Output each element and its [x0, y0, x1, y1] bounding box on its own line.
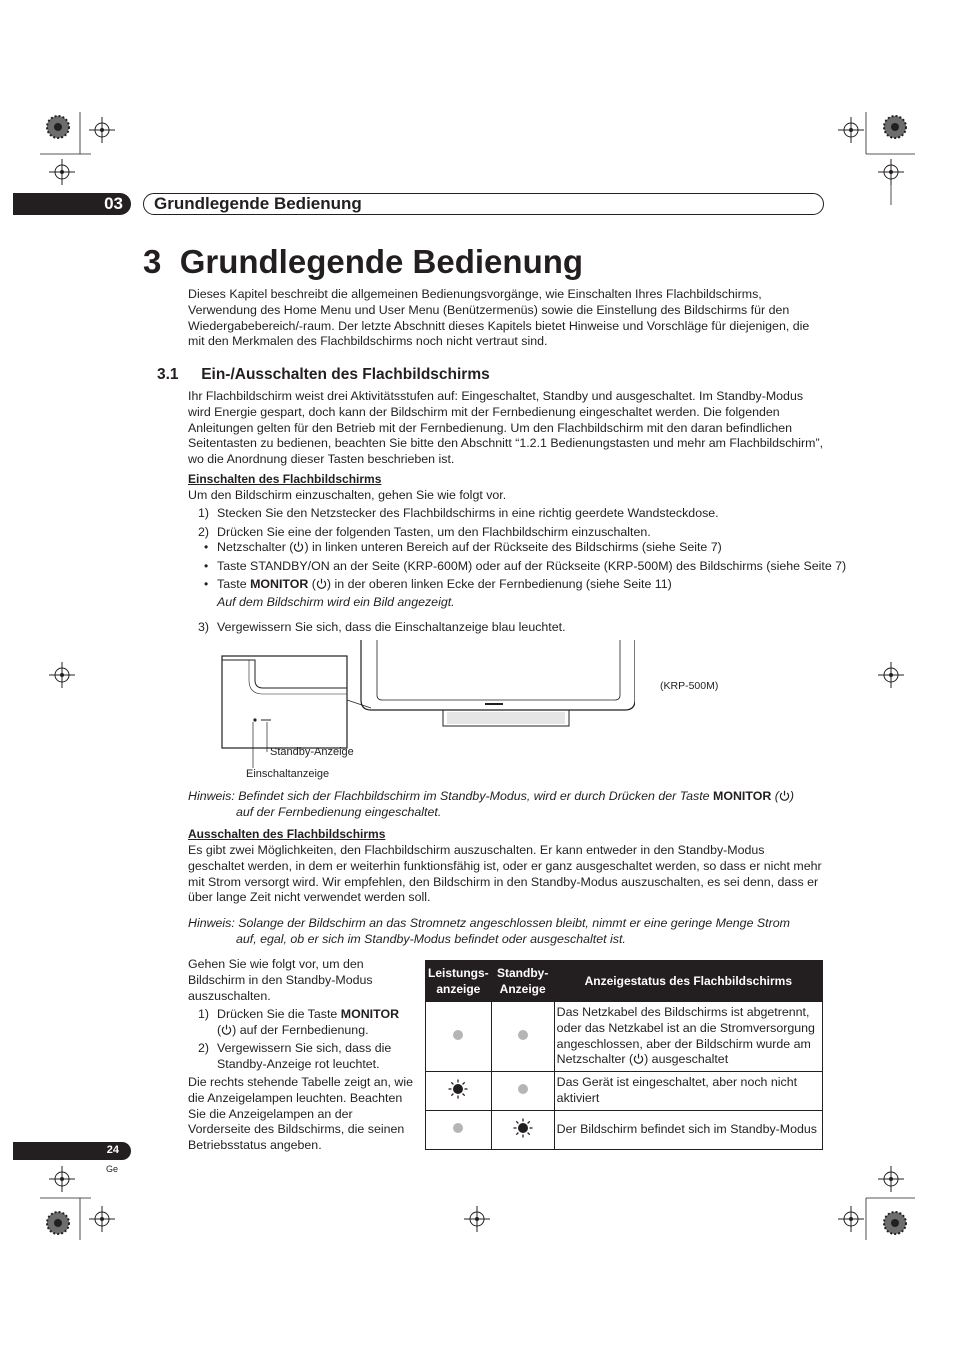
power-icon [293, 541, 304, 552]
step-number: 1) [198, 506, 210, 520]
step-number: 2) [198, 1041, 210, 1055]
monitor-illustration [215, 640, 635, 780]
power-indicator-cell [426, 1072, 492, 1111]
standby-lead: Gehen Sie wie folgt vor, um den Bildschirm in den Standby-Modus auszuschalten. [188, 957, 373, 1003]
hint-label: Hinweis: [188, 789, 235, 803]
hint-note: Hinweis: Befindet sich der Flachbildschirm im Standby-Modus, wird er durch Drücken der Taste MONITOR ( ) [188, 789, 794, 803]
monitor-key: MONITOR [250, 577, 309, 591]
power-icon [779, 790, 790, 801]
page-number-badge [13, 1142, 131, 1160]
power-icon [316, 578, 327, 589]
standby-indicator-cell [491, 1072, 554, 1111]
chapter-number: 03 [104, 194, 123, 213]
table-row [426, 1002, 823, 1072]
hint-label: Hinweis: [188, 916, 235, 930]
step-text: Vergewissern Sie sich, dass die Standby-Anzeige rot leuchtet. [217, 1041, 392, 1071]
step-number: 3) [198, 620, 210, 634]
bullet-item: Netzschalter ( ) in linken unteren Bereich auf der Rückseite des Bildschirms (siehe Seite 7) [217, 540, 722, 554]
hint-note: Hinweis: Solange der Bildschirm an das Stromnetz angeschlossen bleibt, nimmt er eine geringe Menge Strom [188, 916, 790, 930]
status-cell: Der Bildschirm befindet sich im Standby-Modus [554, 1111, 822, 1150]
einschalten-heading: Einschalten des Flachbildschirms [188, 472, 382, 486]
indicator-off-icon [453, 1123, 463, 1133]
power-indicator-cell [426, 1002, 492, 1072]
page-number: 24 [106, 1144, 119, 1156]
model-label: (KRP-500M) [660, 680, 719, 692]
power-icon [221, 1024, 232, 1035]
column-header: Anzeigestatus des Flachbildschirms [554, 961, 822, 1002]
status-cell: Das Gerät ist eingeschaltet, aber noch nicht aktiviert [554, 1072, 822, 1111]
bullet-icon: • [204, 540, 209, 554]
language-code: Ge [106, 1164, 119, 1174]
table-header-row [426, 961, 823, 1002]
page-title: 3 Grundlegende Bedienung [143, 243, 584, 280]
status-cell: Das Netzkabel des Bildschirms ist abgetrennt, oder das Netzkabel ist an die Stromversorgung angeschlossen, aber der Bildschirm wurde am Netzschalter ( ) ausgeschaltet [554, 1002, 822, 1072]
hint-note-line2: auf der Fernbedienung eingeschaltet. [236, 805, 442, 819]
indicator-off-icon [518, 1084, 528, 1094]
einschalten-lead: Um den Bildschirm einzuschalten, gehen Sie wie folgt vor. [188, 488, 507, 502]
step-text: Vergewissern Sie sich, dass die Einschaltanzeige blau leuchtet. [217, 620, 566, 634]
bullet-item: Taste MONITOR ( ) in der oberen linken Ecke der Fernbedienung (siehe Seite 11) [217, 577, 672, 591]
bullet-icon: • [204, 577, 209, 591]
registration-cross-icon [89, 117, 115, 143]
step-text: Drücken Sie eine der folgenden Tasten, um den Flachbildschirm einzuschalten. [217, 525, 651, 539]
table-row [426, 1111, 823, 1150]
section-number: 3.1 [157, 366, 179, 383]
registration-cross-icon [49, 159, 75, 185]
indicator-status-table [425, 960, 823, 1150]
section-heading [157, 365, 490, 385]
step-number: 2) [198, 525, 210, 539]
bullet-item: Taste STANDBY/ON an der Seite (KRP-600M) oder auf der Rückseite (KRP-500M) des Bildschirms (siehe Seite 7) [217, 559, 847, 573]
table-explanation: Die rechts stehende Tabelle zeigt an, wie die Anzeigelampen leuchten. Beachten Sie die Anzeigelampen an der Vorderseite des Bildschirms, die seinen Betriebsstatus angeben. [188, 1075, 414, 1153]
chapter-header [143, 193, 824, 215]
table-row [426, 1072, 823, 1111]
column-header: Leistungs- anzeige [426, 961, 492, 1002]
indicator-off-icon [453, 1030, 463, 1040]
section-title: Ein-/Ausschalten des Flachbildschirms [201, 366, 490, 383]
indicator-lit-icon [448, 1079, 468, 1099]
column-header: Standby- Anzeige [491, 961, 554, 1002]
indicator-off-icon [518, 1030, 528, 1040]
bullet-icon: • [204, 559, 209, 573]
section-paragraph: Ihr Flachbildschirm weist drei Aktivitätsstufen auf: Eingeschaltet, Standby und ausgeschaltet. Im Standby-Modus wird Energie gespart, doch kann der Bildschirm mit der Fernbedienung eingeschaltet werden. Die folgenden Anleitungen gelten für den Betrieb mit der Fernbedienung. Um den Flachbildschirm mit den daran befindlichen Seitentasten zu bedienen, beachten Sie bitte den Abschnitt “1.2.1 Bedienungstasten und mehr am Flachbildschirm”, wo die Anordnung dieser Tasten beschrieben ist. [188, 389, 824, 467]
result-text: Auf dem Bildschirm wird ein Bild angezeigt. [217, 595, 455, 609]
standby-indicator-cell [491, 1002, 554, 1072]
registration-burst-icon [47, 116, 69, 138]
chapter-number-badge [13, 193, 131, 215]
power-indicator-label: Einschaltanzeige [246, 768, 330, 780]
hint-note-line2: auf, egal, ob er sich im Standby-Modus befindet oder ausgeschaltet ist. [236, 932, 626, 946]
standby-indicator-label: Standby-Anzeige [270, 746, 354, 758]
ausschalten-paragraph: Es gibt zwei Möglichkeiten, den Flachbildschirm auszuschalten. Er kann entweder in den Standby-Modus geschaltet werden, in dem er weiterhin funktionsfähig ist, oder er ganz ausgeschaltet werden, so dass er nicht mehr mit Strom versorgt wird. Wir empfehlen, den Bildschirm in den Standby-Modus auszuschalten, es sei denn, dass er über lange Zeit nicht verwendet werden soll. [188, 843, 822, 905]
indicator-lit-icon [513, 1118, 533, 1138]
monitor-key: MONITOR [713, 789, 772, 803]
power-icon [633, 1053, 644, 1064]
step-text: Stecken Sie den Netzstecker des Flachbildschirms in eine richtig geerdete Wandsteckdose. [217, 506, 719, 520]
step-number: 1) [198, 1007, 210, 1021]
step-text: Drücken Sie die Taste MONITOR ( ) auf der Fernbedienung. [217, 1007, 400, 1037]
chapter-header-title: Grundlegende Bedienung [154, 194, 362, 213]
monitor-key: MONITOR [340, 1007, 400, 1021]
standby-indicator-cell [491, 1111, 554, 1150]
ausschalten-heading: Ausschalten des Flachbildschirms [188, 827, 386, 841]
intro-paragraph: Dieses Kapitel beschreibt die allgemeinen Bedienungsvorgänge, wie Einschalten Ihres Flachbildschirms, Verwendung des Home Menu und User Menu (Benützermenüs) sowie die Einstellung des Bildschirms für den Wiedergabebereich/-raum. Der letzte Abschnitt dieses Kapitels bietet Hinweise und Vorschläge für diejenigen, die mit den Merkmalen des Flachbildschirms noch nicht vertraut sind. [188, 287, 810, 349]
power-indicator-cell [426, 1111, 492, 1150]
